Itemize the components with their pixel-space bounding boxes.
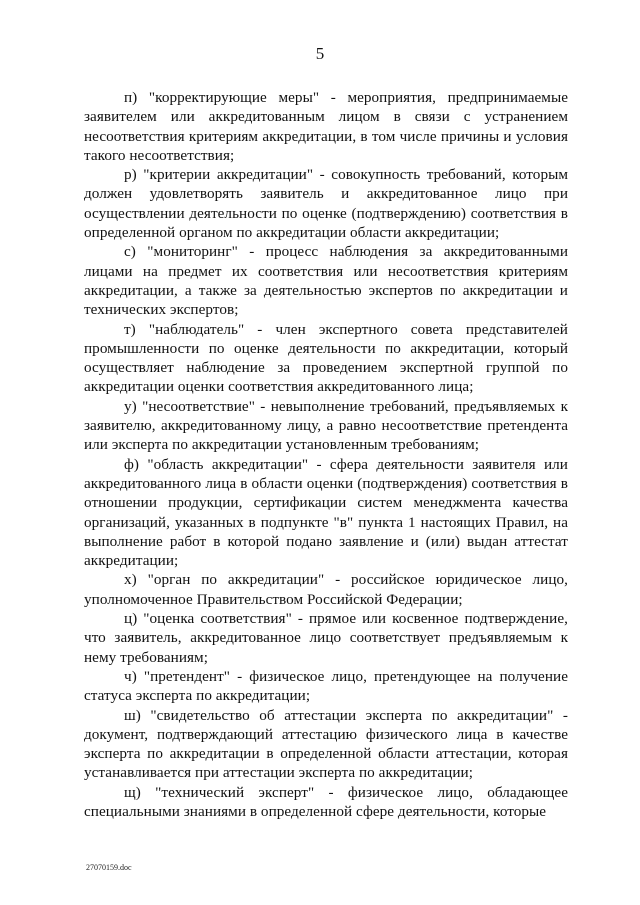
definition-paragraph-kh: х) "орган по аккредитации" - российское юридическое лицо, уполномоченное Правительством Российской Федерации; [84, 571, 568, 608]
definition-paragraph-t: т) "наблюдатель" - член экспертного совета представителей промышленности по оценке деятельности по аккредитации, который осуществляет наблюдение за проведением экспертной группой по аккредитации оценки соответствия аккредитованного лица; [84, 320, 568, 396]
page-number: 5 [315, 44, 325, 63]
definition-paragraph-r: р) "критерии аккредитации" - совокупность требований, которым должен удовлетворять заявитель и аккредитованное лицо при осуществлении деятельности по оценке (подтверждению) соответствия в определенной органом по аккредитации области аккредитации; [84, 166, 568, 242]
definition-paragraph-u: у) "несоответствие" - невыполнение требований, предъявляемых к заявителю, аккредитованному лицу, а равно несоответствие претендента или эксперта по аккредитации установленным требованиям; [84, 397, 568, 454]
definition-paragraph-p: п) "корректирующие меры" - мероприятия, предпринимаемые заявителем или аккредитованным лицом в связи с устранением несоответствия критериям аккредитации, в том числе причины и условия такого несоответствия; [84, 89, 568, 164]
definition-paragraph-ch: ч) "претендент" - физическое лицо, претендующее на получение статуса эксперта по аккредитации; [84, 667, 568, 705]
definition-paragraph-ts: ц) "оценка соответствия" - прямое или косвенное подтверждение, что заявитель, аккредитованное лицо соответствует предъявляемым к нему требованиям; [84, 610, 568, 666]
footer-filename: 27070159.doc [86, 863, 132, 872]
document-body [84, 88, 568, 821]
definition-paragraph-s: с) "мониторинг" - процесс наблюдения за аккредитованными лицами на предмет их соответствия или несоответствия критериям аккредитации, а также за деятельностью экспертов по аккредитации и технических экспертов; [84, 243, 568, 319]
definition-paragraph-sh: ш) "свидетельство об аттестации эксперта по аккредитации" - документ, подтверждающий аттестацию физического лица в качестве эксперта по аккредитации в определенной области аттестации, которая устанавливается при аттестации эксперта по аккредитации; [84, 706, 568, 782]
definition-paragraph-shch: щ) "технический эксперт" - физическое лицо, обладающее специальными знаниями в определенной сфере деятельности, которые [84, 783, 568, 820]
definition-paragraph-f: ф) "область аккредитации" - сфера деятельности заявителя или аккредитованного лица в области оценки (подтверждения) соответствия в отношении продукции, сертификации систем менеджмента качества организаций, указанных в подпункте "в" пункта 1 настоящих Правил, на выполнение работ в которой подано заявление и (или) выдан аттестат аккредитации; [84, 455, 568, 570]
